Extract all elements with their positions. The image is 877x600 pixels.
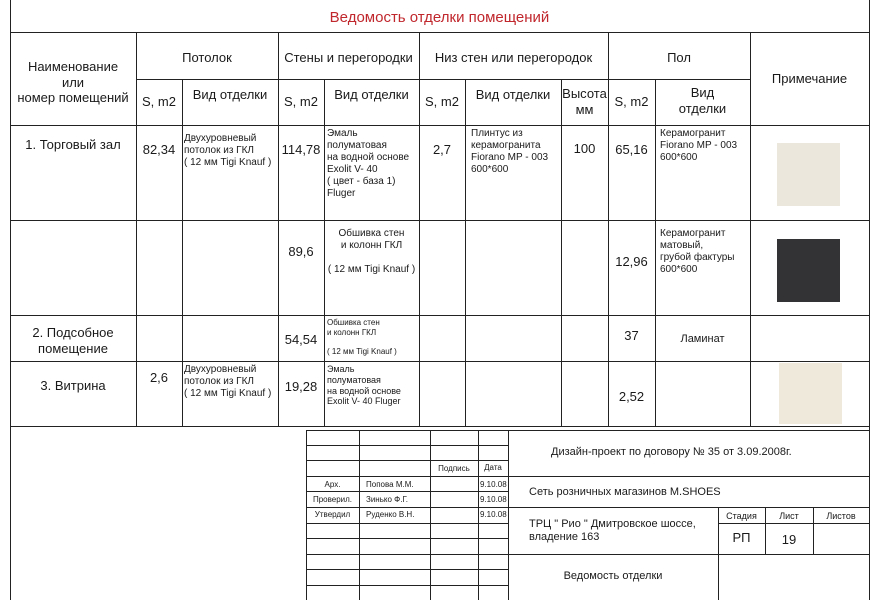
person-name: Попова М.М.: [366, 480, 414, 489]
floor-finish: Керамогранит матовый, грубой фактуры 600*600: [660, 228, 735, 275]
header-ceiling-finish: Вид отделки: [192, 87, 268, 102]
header-base-finish: Вид отделки: [475, 87, 551, 102]
client-name: Сеть розничных магазинов M.SHOES: [529, 486, 721, 498]
header-floor: Пол: [667, 50, 691, 65]
tile-sample-dark: [777, 239, 840, 302]
floor-area: 12,96: [615, 254, 648, 269]
sheets-label: Листов: [826, 511, 856, 521]
floor-finish: Керамогранит Fiorano MP - 003 600*600: [660, 128, 738, 163]
header-walls: Стены и перегородки: [284, 50, 413, 65]
role: Арх.: [324, 480, 341, 489]
walls-area: 19,28: [284, 379, 318, 394]
sign-label: Подпись: [438, 464, 470, 473]
header-ceiling: Потолок: [182, 50, 232, 65]
floor-finish: Ламинат: [680, 333, 725, 345]
floor-area: 37: [624, 328, 639, 343]
ceiling-area: 2,6: [149, 370, 169, 385]
contract-info: Дизайн-проект по договору № 35 от 3.09.2008г.: [551, 446, 792, 458]
header-baseboard: Низ стен или перегородок: [434, 50, 593, 65]
base-height: 100: [573, 141, 596, 156]
ceiling-finish: Двухуровневый потолок из ГКЛ ( 12 мм Tigi Knauf ): [184, 133, 272, 168]
header-floor-finish: Вид отделки: [678, 85, 727, 116]
walls-finish: Эмаль полуматовая на водной основе Exolit V- 40 ( цвет - база 1) Fluger: [327, 128, 410, 199]
sign-date: 9.10.08: [480, 480, 507, 489]
walls-finish: Обшивка стен и колонн ГКЛ ( 12 мм Tigi Knauf ): [327, 228, 416, 275]
header-walls-finish: Вид отделки: [334, 87, 409, 102]
room-name: 1. Торговый зал: [25, 137, 121, 152]
base-finish: Плинтус из керамогранита Fiorano MP - 003 600*600: [471, 128, 549, 175]
header-note: Примечание: [771, 71, 848, 86]
person-name: Руденко В.Н.: [366, 510, 415, 519]
doc-name: Ведомость отделки: [563, 570, 663, 582]
role: Утвердил: [314, 510, 351, 519]
person-name: Зинько Ф.Г.: [366, 495, 409, 504]
header-ceiling-area: S, m2: [142, 94, 176, 109]
tile-sample-light: [777, 143, 840, 206]
document-title: Ведомость отделки помещений: [329, 9, 550, 26]
tile-sample-cream: [779, 363, 842, 424]
walls-area: 114,78: [281, 142, 321, 157]
room-name: 3. Витрина: [40, 378, 106, 393]
date-label: Дата: [484, 463, 502, 472]
stage-value: РП: [732, 530, 751, 545]
ceiling-finish: Двухуровневый потолок из ГКЛ ( 12 мм Tigi Knauf ): [184, 364, 272, 399]
header-floor-area: S, m2: [614, 94, 649, 109]
sheet-value: 19: [781, 532, 797, 547]
header-base-height: Высота мм: [562, 86, 607, 117]
header-name: Наименование или номер помещений: [17, 59, 129, 106]
walls-finish: Эмаль полуматовая на водной основе Exolit V- 40 Fluger: [327, 364, 401, 407]
sign-date: 9.10.08: [480, 495, 507, 504]
sign-date: 9.10.08: [480, 510, 507, 519]
walls-area: 89,6: [288, 244, 314, 259]
walls-area: 54,54: [284, 332, 318, 347]
floor-area: 2,52: [618, 389, 645, 404]
floor-area: 65,16: [615, 142, 648, 157]
header-base-area: S, m2: [425, 94, 459, 109]
room-name: 2. Подсобное помещение: [32, 325, 114, 356]
object-address: ТРЦ " Рио " Дмитровское шоссе, владение 163: [529, 518, 696, 544]
ceiling-area: 82,34: [142, 142, 176, 157]
base-area: 2,7: [432, 142, 452, 157]
walls-finish: Обшивка стен и колонн ГКЛ ( 12 мм Tigi Knauf ): [327, 318, 397, 356]
stage-label: Стадия: [726, 511, 757, 521]
sheet-label: Лист: [779, 511, 799, 521]
header-walls-area: S, m2: [284, 94, 318, 109]
role: Проверил.: [312, 495, 353, 504]
